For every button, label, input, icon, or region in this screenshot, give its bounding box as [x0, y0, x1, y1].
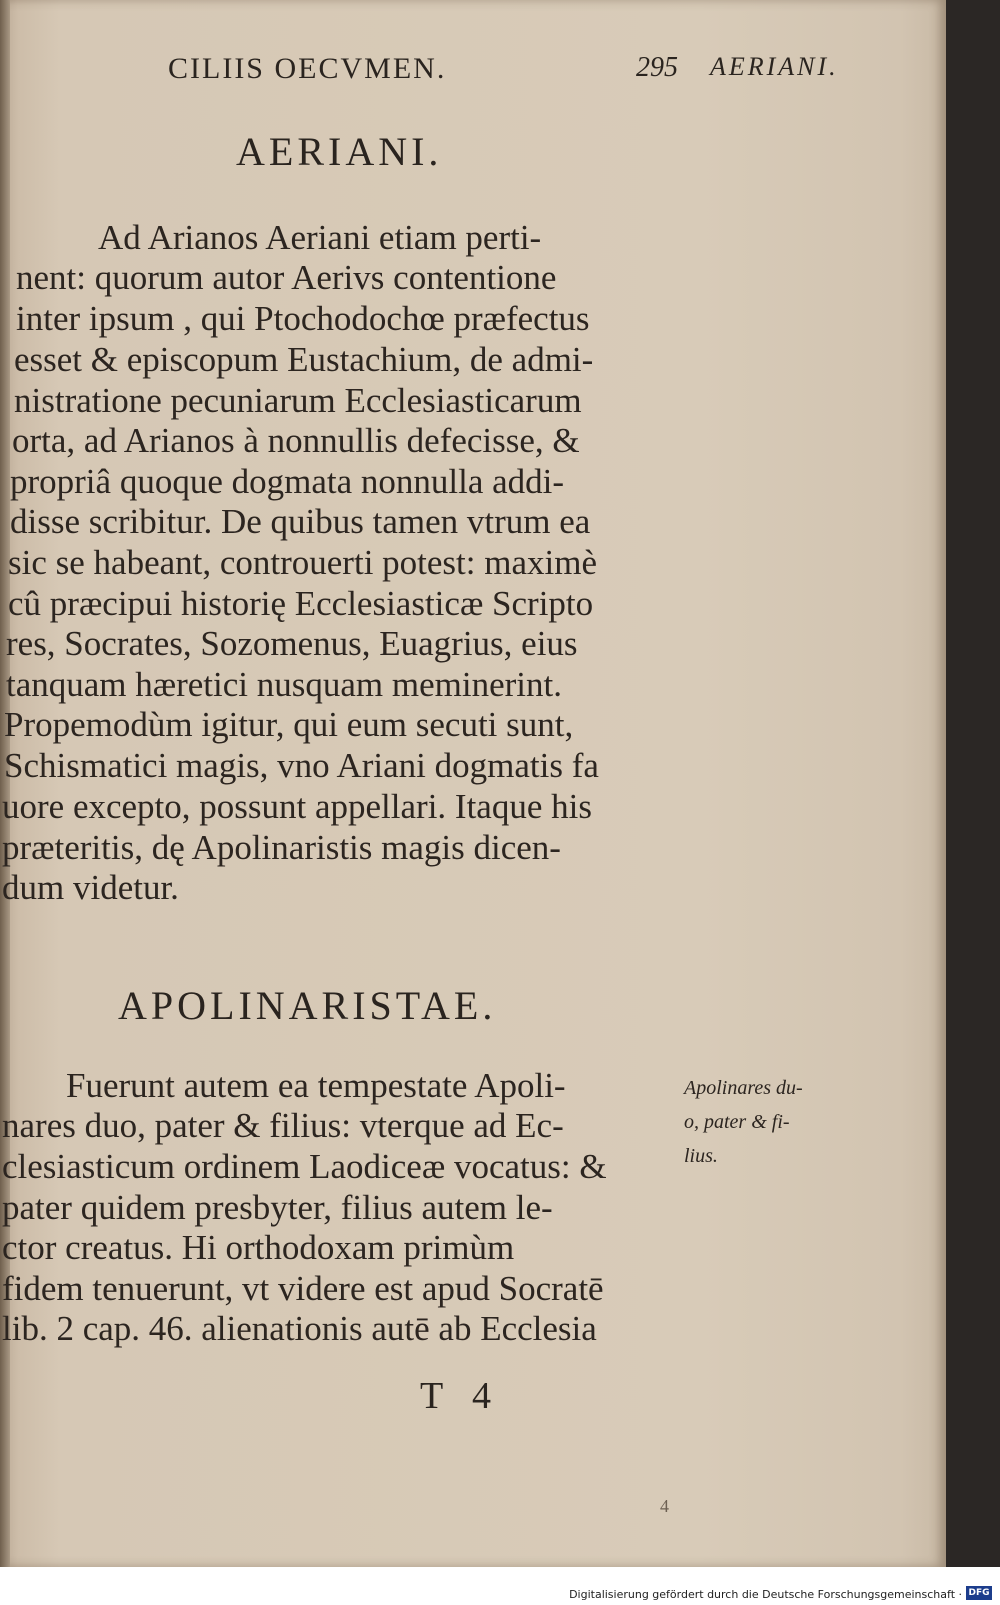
- text-line: orta, ad Arianos à nonnullis defecisse, &: [12, 421, 580, 460]
- section-heading-apolinaristae: APOLINARISTAE.: [118, 983, 497, 1028]
- marginal-note-line: lius.: [684, 1145, 718, 1167]
- marginal-note-line: Apolinares du-: [684, 1077, 803, 1099]
- text-line: esset & episcopum Eustachium, de admi-: [14, 340, 594, 379]
- running-head-right: AERIANI.: [710, 52, 839, 81]
- section-heading-aeriani: AERIANI.: [236, 129, 443, 174]
- text-line: disse scribitur. De quibus tamen vtrum ea: [10, 502, 591, 541]
- text-line: Schismatici magis, vno Ariani dogmatis fa: [4, 746, 599, 785]
- footer-credit: Digitalisierung gefördert durch die Deutsche Forschungsgemeinschaft ·: [569, 1588, 962, 1601]
- text-line: inter ipsum , qui Ptochodochœ præfectus: [16, 299, 590, 338]
- page-speck: 4: [660, 1496, 669, 1516]
- text-line: res, Socrates, Sozomenus, Euagrius, eius: [6, 624, 578, 663]
- signature-mark: T 4: [420, 1375, 502, 1417]
- text-line: pater quidem presbyter, filius autem le-: [2, 1188, 553, 1227]
- text-line: Propemodùm igitur, qui eum secuti sunt,: [4, 705, 574, 744]
- text-line: dum videtur.: [2, 868, 179, 907]
- text-line: clesiasticum ordinem Laodiceæ vocatus: &: [2, 1147, 607, 1186]
- text-line: tanquam hæretici nusquam meminerint.: [6, 665, 562, 704]
- text-line: præteritis, dę Apolinaristis magis dicen-: [2, 828, 561, 867]
- text-line: nent: quorum autor Aerivs contentione: [16, 258, 557, 297]
- text-line: sic se habeant, controuerti potest: maximè: [8, 543, 597, 582]
- dfg-logo: DFG: [966, 1586, 992, 1600]
- text-line: propriâ quoque dogmata nonnulla addi-: [10, 462, 565, 501]
- page-number: 295: [636, 52, 678, 83]
- text-line: fidem tenuerunt, vt videre est apud Socratē: [2, 1269, 604, 1308]
- text-line: Ad Arianos Aeriani etiam perti-: [98, 218, 542, 257]
- text-line: cû præcipui historię Ecclesiasticæ Scripto: [8, 584, 594, 623]
- marginal-note-line: o, pater & fi-: [684, 1111, 790, 1133]
- text-line: ctor creatus. Hi orthodoxam primùm: [2, 1228, 515, 1267]
- text-line: uore excepto, possunt appellari. Itaque his: [2, 787, 592, 826]
- text-line: Fuerunt autem ea tempestate Apoli-: [66, 1066, 566, 1105]
- scan-background-strip: [946, 0, 1000, 1567]
- running-head-left: CILIIS OECVMEN.: [168, 52, 447, 85]
- text-line: nistratione pecuniarum Ecclesiasticarum: [14, 381, 582, 420]
- text-line: nares duo, pater & filius: vterque ad Ec-: [2, 1106, 564, 1145]
- text-line: lib. 2 cap. 46. alienationis autē ab Ecclesia: [2, 1309, 597, 1348]
